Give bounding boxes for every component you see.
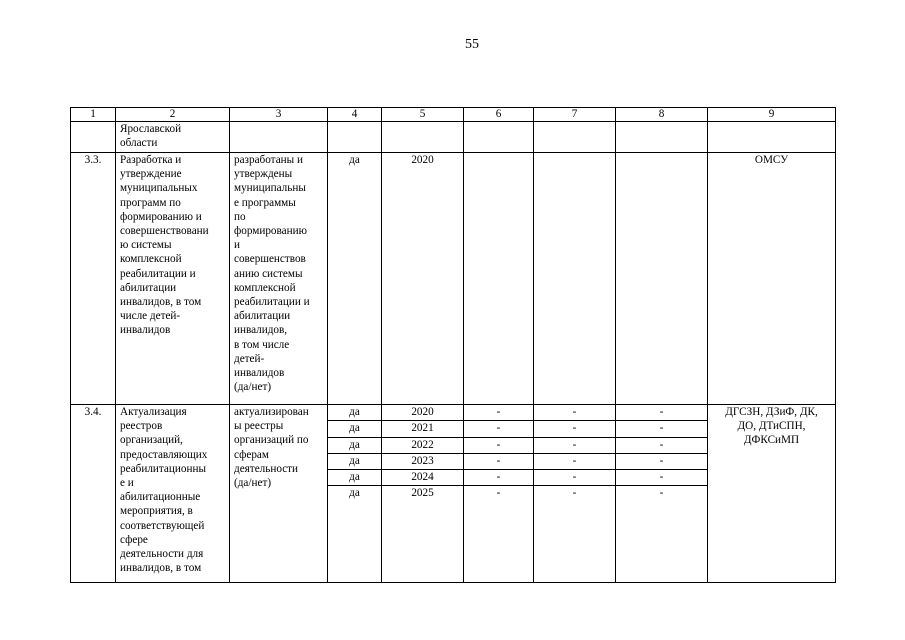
dash-cell: - <box>534 421 615 437</box>
values-column <box>328 405 382 583</box>
dash-cell: - <box>534 405 615 421</box>
dash-cell: - <box>572 487 577 500</box>
col6-column <box>464 405 534 583</box>
dash-cell: - <box>464 405 533 421</box>
year-cell: 2022 <box>382 438 463 454</box>
table-row-3-3 <box>71 153 836 405</box>
header-cell: 4 <box>328 108 382 122</box>
dash-cell: - <box>616 438 707 454</box>
year-cell: 2021 <box>382 421 463 437</box>
item-number: 3.3. <box>71 153 116 405</box>
header-cell: 8 <box>616 108 708 122</box>
dash-cell: - <box>616 470 707 486</box>
value-cell: да <box>328 470 381 486</box>
item-executor: ОМСУ <box>708 153 836 405</box>
year-cell: 2023 <box>382 454 463 470</box>
dash-cell: - <box>534 438 615 454</box>
value-cell: да <box>328 438 381 454</box>
value-cell: да <box>349 487 360 500</box>
header-cell: 3 <box>230 108 328 122</box>
header-cell: 7 <box>534 108 616 122</box>
dash-cell: - <box>496 487 501 500</box>
dash-cell: - <box>616 405 707 421</box>
dash-cell: - <box>464 470 533 486</box>
dash-cell: - <box>464 438 533 454</box>
item-executor: ДГСЗН, ДЗиФ, ДК, ДО, ДТиСПН, ДФКСиМП <box>708 405 836 583</box>
year-cell: 2025 <box>411 487 434 500</box>
item-value: да <box>328 153 382 405</box>
header-row <box>71 108 836 122</box>
dash-cell: - <box>616 454 707 470</box>
item-number: 3.4. <box>71 405 116 583</box>
item-name: Разработка и утверждение муниципальных программ по формированию и совершенствовани ю системы комплексной реабилитации и абилитации инвалидов, в том числе детей- инвалидов <box>116 153 230 405</box>
header-cell: 1 <box>71 108 116 122</box>
dash-cell: - <box>534 454 615 470</box>
dash-cell: - <box>534 470 615 486</box>
years-column <box>382 405 464 583</box>
continuation-text: Ярославской области <box>116 122 230 153</box>
program-table <box>70 107 836 583</box>
value-cell: да <box>328 421 381 437</box>
dash-cell: - <box>464 421 533 437</box>
header-cell: 6 <box>464 108 534 122</box>
continuation-row <box>71 122 836 153</box>
table-row-3-4 <box>71 405 836 583</box>
page-number: 55 <box>465 37 479 52</box>
item-year: 2020 <box>382 153 464 405</box>
col8-column <box>616 405 708 583</box>
header-cell: 2 <box>116 108 230 122</box>
col7-column <box>534 405 616 583</box>
header-cell: 9 <box>708 108 836 122</box>
year-cell: 2024 <box>382 470 463 486</box>
item-indicator: разработаны и утверждены муниципальны е программы по формированию и совершенствов анию системы комплексной реабилитации и абилитации инвалидов, в том числе детей- инвалидов (да/нет) <box>230 153 328 405</box>
year-cell: 2020 <box>382 405 463 421</box>
item-name: Актуализация реестров организаций, предоставляющих реабилитационны е и абилитационные мероприятия, в соответствующей сфере деятельности для инвалидов, в том <box>116 405 230 583</box>
value-cell: да <box>328 405 381 421</box>
dash-cell: - <box>616 421 707 437</box>
header-cell: 5 <box>382 108 464 122</box>
item-indicator: актуализирован ы реестры организаций по сферам деятельности (да/нет) <box>230 405 328 583</box>
dash-cell: - <box>659 487 664 500</box>
value-cell: да <box>328 454 381 470</box>
dash-cell: - <box>464 454 533 470</box>
